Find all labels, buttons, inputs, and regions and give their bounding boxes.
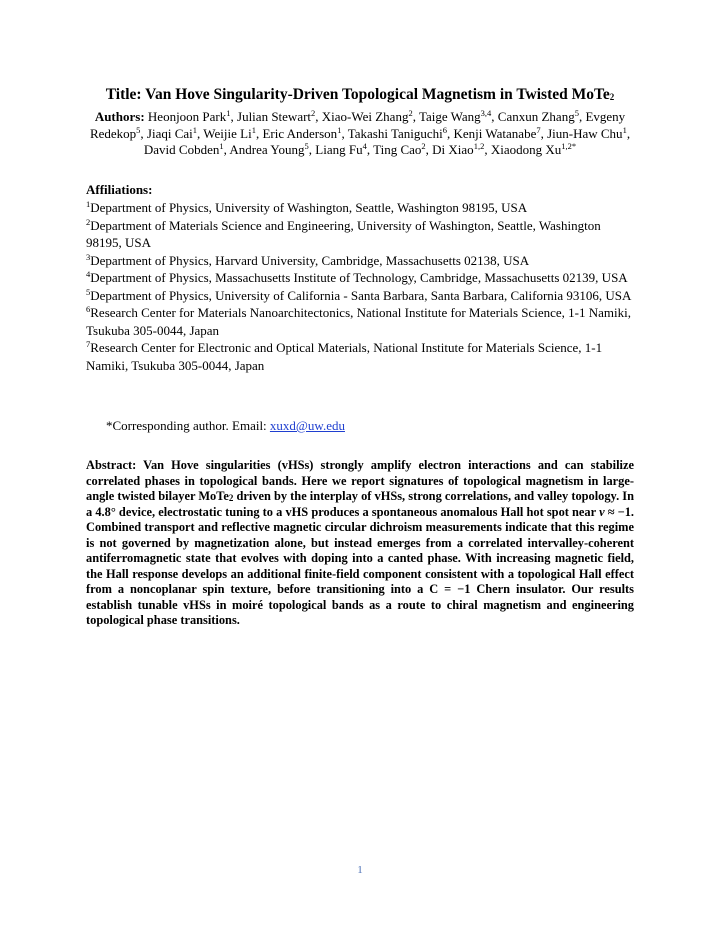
author: Jiun-Haw Chu	[547, 125, 623, 141]
author-separator: ,	[366, 142, 374, 157]
author: Taige Wang	[418, 109, 481, 124]
author-separator: ,	[578, 109, 586, 124]
affiliation-text: Department of Physics, Massachusetts Institute of Technology, Cambridge, Massachusetts 02139, USA	[90, 270, 628, 285]
abstract-subscript: 2	[228, 493, 234, 503]
corresponding-author: *Corresponding author. Email: xuxd@uw.edu	[106, 418, 345, 433]
author-separator: ,	[255, 125, 263, 141]
author-affiliation-mark: 1	[337, 124, 342, 135]
author: Eric Anderson	[262, 125, 338, 141]
affiliation-number: 5	[86, 286, 91, 297]
author: David Cobden	[143, 142, 220, 157]
author: Canxun Zhang	[497, 109, 575, 124]
affiliation-item	[86, 199, 634, 217]
author-separator: ,	[341, 125, 348, 141]
author-affiliation-mark: 5	[574, 108, 579, 118]
author-affiliation-mark: 2	[311, 108, 316, 118]
author-affiliation-mark: 2	[421, 141, 426, 151]
email-link[interactable]: xuxd@uw.edu	[269, 418, 345, 433]
author-separator: ,	[626, 125, 631, 141]
author: Kenji Watanabe	[453, 125, 537, 141]
affiliation-item	[86, 339, 634, 374]
author-affiliation-mark: 2	[408, 108, 413, 118]
author: Takashi Taniguchi	[347, 125, 443, 141]
authors-label: Authors:	[94, 109, 145, 124]
affiliation-number: 2	[86, 216, 91, 227]
author-separator: ,	[425, 142, 433, 157]
author-affiliation-mark: 6	[442, 124, 448, 135]
paper-title: Title: Van Hove Singularity-Driven Topological Magnetism in Twisted MoTe$_2$	[105, 86, 615, 103]
affiliation-text: Department of Physics, University of Washington, Seattle, Washington 98195, USA	[90, 200, 528, 215]
affiliation-item	[86, 287, 634, 305]
author-affiliation-mark: 5	[136, 124, 141, 135]
author-affiliation-mark: 1	[192, 124, 198, 135]
affiliation-list	[86, 199, 634, 374]
affiliation-number: 6	[86, 304, 91, 314]
author: Ting Cao	[373, 142, 422, 157]
author: Xiao-Wei Zhang	[321, 109, 409, 124]
affiliation-text: Department of Physics, University of California - Santa Barbara, Santa Barbara, California 93106, USA	[90, 287, 632, 303]
affiliation-text: Research Center for Electronic and Optical Materials, National Institute for Materials Science, 1-1 Namiki, Tsukuba 305-0044, Japan	[86, 340, 603, 373]
author-affiliation-mark: 1	[251, 124, 256, 135]
author: Evgeny Redekop	[89, 109, 626, 141]
page-number: 1	[357, 864, 363, 876]
author-separator: ,	[140, 125, 147, 141]
author-separator: ,	[315, 109, 322, 124]
author: Jiaqi Cai	[146, 125, 193, 141]
affiliations-heading: Affiliations:	[86, 182, 153, 197]
author-affiliation-mark: 1	[219, 141, 224, 151]
author-separator: ,	[484, 142, 491, 157]
author-affiliation-mark: 4	[362, 141, 367, 151]
author: Julian Stewart	[237, 109, 312, 124]
author-affiliation-mark: 1,2*	[561, 141, 577, 151]
affiliation-item	[86, 217, 634, 252]
author-separator: ,	[412, 109, 419, 124]
abstract: Abstract: Van Hove singularities (vHSs) strongly amplify electron interactions and can stabilize correlated phases in topological bands. Here we report signatures of topological magnetism in large-angle twisted bilayer MoTe$_2$ driven by the interplay of vHSs, strong correlations, and valley topology. In a 4.8° device, electrostatic tuning to a vHS produces a spontaneous anomalous Hall hot spot near ν ≈ −1. Combined transport and reflective magnetic circular dichroism measurements indicate that this regime is not governed by magnetization alone, but instead emerges from a correlated intervalley-coherent antiferromagnetic state that evolves with doping into a canted phase. With increasing magnetic field, the Hall response develops an additional finite-field component consistent with a topological Hall effect from a noncoplanar spin texture, before transitioning into a C = −1 Chern insulator. Our results establish tunable vHSs in moiré topological bands as a route to chiral magnetism and engineering topological phase transitions.	[86, 458, 635, 627]
affiliation-item	[86, 304, 634, 339]
author-separator: ,	[491, 109, 498, 124]
affiliation-number: 1	[86, 199, 91, 209]
author-list	[86, 109, 634, 159]
author: Heonjoon Park	[147, 109, 227, 124]
author-separator: ,	[447, 125, 454, 141]
author-affiliation-mark: 3,4	[480, 108, 492, 118]
author: Andrea Young	[229, 142, 305, 157]
affiliation-number: 4	[86, 269, 91, 279]
title-subscript: 2	[609, 92, 615, 102]
affiliation-item	[86, 252, 634, 270]
author-separator: ,	[230, 109, 238, 124]
author-names	[90, 109, 630, 157]
nu-symbol: ν	[599, 504, 605, 519]
author-affiliation-mark: 1	[622, 124, 627, 135]
author-affiliation-mark: 1,2	[473, 141, 485, 151]
affiliation-text: Department of Physics, Harvard University, Cambridge, Massachusetts 02138, USA	[90, 252, 530, 268]
affiliation-text: Department of Materials Science and Engineering, University of Washington, Seattle, Washington 98195, USA	[86, 217, 601, 250]
affiliation-number: 7	[86, 339, 91, 349]
author: Xiaodong Xu	[490, 142, 562, 157]
author: Weijie Li	[203, 125, 252, 141]
author-separator: ,	[308, 142, 316, 157]
author: Di Xiao	[432, 142, 474, 157]
author-affiliation-mark: 1	[226, 108, 231, 118]
author-affiliation-mark: 7	[536, 124, 541, 135]
affiliation-number: 3	[86, 251, 91, 262]
author-separator: ,	[223, 142, 230, 157]
author-separator: ,	[540, 125, 548, 141]
author-affiliation-mark: 5	[304, 141, 309, 151]
affiliation-item	[86, 269, 634, 287]
author-separator: ,	[197, 125, 204, 141]
affiliation-text: Research Center for Materials Nanoarchitectonics, National Institute for Materials Science, 1-1 Namiki, Tsukuba 305-0044, Japan	[86, 305, 632, 338]
author: Liang Fu	[315, 142, 363, 157]
